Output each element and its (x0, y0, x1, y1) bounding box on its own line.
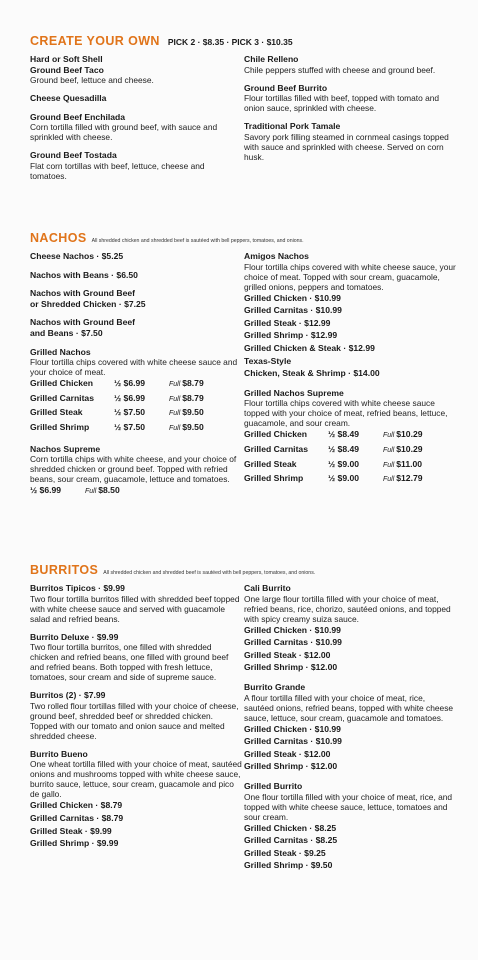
nachos-right-column (244, 251, 456, 507)
price-tier-row (30, 421, 242, 436)
nachos-left-column (30, 251, 242, 507)
price-line: Grilled Steak · $9.25 (244, 847, 326, 858)
price-tier-row (30, 392, 242, 407)
burritos-header (30, 563, 456, 577)
item-description: One wheat tortilla filled with your choice of meat, sautéed onions and mushrooms topped with white cheese sauce, burrito sauce, lettuce, sour cream, guacamole and pico de gallo. (30, 759, 242, 800)
full-price-value: $8.79 (182, 378, 204, 389)
pricing-note: PICK 2 · $8.35 · PICK 3 · $10.35 (167, 37, 293, 47)
menu-item (30, 93, 242, 104)
price-line: Chicken, Steak & Shrimp · $14.00 (244, 368, 380, 379)
item-name: Hard or Soft Shell Ground Beef Taco (30, 54, 104, 75)
price-line: Texas-Style (244, 355, 292, 366)
full-price (169, 377, 204, 392)
item-name: Ground Beef Enchilada (30, 111, 126, 122)
price-line: Grilled Shrimp · $12.00 (244, 662, 338, 673)
full-price (383, 428, 423, 443)
half-price: ½ $9.00 (328, 473, 360, 484)
create-your-own-header (30, 34, 456, 48)
tier-name: Grilled Carnitas (244, 443, 308, 454)
tier-name: Grilled Steak (30, 407, 83, 418)
price-line: Grilled Shrimp · $9.99 (30, 838, 119, 849)
item-name: Burritos Tipicos · $9.99 (30, 583, 125, 593)
item-name: Burritos (2) · $7.99 (30, 690, 106, 701)
tier-name: Grilled Chicken (244, 429, 308, 440)
price-tier-row (30, 406, 242, 421)
price-line: Grilled Chicken · $8.79 (30, 800, 123, 811)
menu-item (244, 54, 456, 75)
menu-item (244, 251, 456, 380)
price-line: Grilled Steak · $12.00 (244, 649, 331, 660)
full-label: Full (169, 424, 183, 432)
full-price (85, 484, 120, 499)
price-line: Grilled Shrimp · $12.99 (244, 330, 338, 341)
price-line: Grilled Carnitas · $8.25 (244, 835, 338, 846)
menu-item (30, 317, 242, 338)
tier-name: Grilled Carnitas (30, 392, 94, 403)
item-description: One flour tortilla filled with your choice of meat, rice, and topped with white cheese sauce, lettuce, tomatoes and sour cream. (244, 791, 453, 822)
menu-item (30, 583, 242, 624)
price-line: Grilled Shrimp · $9.50 (244, 860, 333, 871)
full-label: Full (85, 488, 99, 496)
nachos-section (30, 231, 456, 507)
item-name: Grilled Nachos (30, 346, 91, 357)
price-line: Grilled Steak · $12.99 (244, 317, 331, 328)
section-note: All shredded chicken and shredded beef is sautéed with bell peppers, tomatoes, and onions. (103, 570, 316, 576)
item-name: Nachos with Ground Beef or Shredded Chicken · $7.25 (30, 288, 146, 309)
item-description: Flour tortilla chips covered with white cheese sauce topped with your choice of meat, refried beans, lettuce, guacamole, and sour cream. (244, 398, 448, 429)
item-description: Ground beef, lettuce and cheese. (30, 75, 154, 86)
price-line: Grilled Carnitas · $10.99 (244, 305, 342, 316)
item-name: Burrito Deluxe · $9.99 (30, 631, 119, 642)
full-label: Full (383, 461, 397, 469)
full-price-value: $10.29 (396, 429, 423, 440)
menu-item (30, 690, 242, 741)
item-name: Nachos with Ground Beef and Beans · $7.50 (30, 317, 136, 338)
menu-item (244, 388, 456, 487)
price-line: Grilled Steak · $9.99 (30, 825, 112, 836)
item-description: Two rolled flour tortillas filled with your choice of cheese, ground beef, shredded beef or shredded chicken. Topped with our tomato and onion sauce and melted shredded cheese. (30, 700, 239, 741)
item-name: Nachos with Beans · $6.50 (30, 269, 138, 280)
item-description: Flat corn tortillas with beef, lettuce, cheese and tomatoes. (30, 160, 205, 181)
half-price: ½ $7.50 (114, 421, 146, 432)
half-price: ½ $9.00 (328, 458, 360, 469)
menu-item (30, 150, 242, 181)
menu-item (30, 270, 242, 281)
price-line: Grilled Carnitas · $8.79 (30, 812, 124, 823)
menu-item (30, 347, 242, 436)
price-tier-row (244, 443, 456, 458)
price-tier-row (244, 458, 456, 473)
full-price-value: $9.50 (182, 421, 204, 432)
section-title: CREATE YOUR OWN (30, 34, 160, 48)
half-price: ½ $7.50 (114, 407, 146, 418)
price-tier-row (244, 472, 456, 487)
full-price-value: $10.29 (396, 443, 423, 454)
menu-item (244, 781, 456, 872)
item-name: Cali Burrito (244, 583, 291, 593)
item-name: Amigos Nachos (244, 251, 309, 261)
menu-item (244, 121, 456, 162)
section-title: NACHOS (30, 231, 87, 245)
item-name: Cheese Nachos · $5.25 (30, 251, 124, 261)
item-name: Burrito Grande (244, 681, 306, 692)
menu-item (30, 251, 242, 262)
full-price (383, 458, 422, 473)
half-price: ½ $6.99 (114, 378, 146, 389)
full-label: Full (383, 446, 397, 454)
item-description: Savory pork filling steamed in cornmeal casings topped with sauce and sprinkled with cheese. Served on corn husk. (244, 131, 449, 162)
item-description: One large flour tortilla filled with your choice of meat, refried beans, rice, chorizo, sautéed onions, and topped with spicy creamy suiza sauce. (244, 593, 451, 624)
price-line: Grilled Chicken · $10.99 (244, 624, 341, 635)
item-description: A flour tortilla filled with your choice of meat, rice, sautéed onions, refried beans, topped with white cheese sauce, lettuce, sour cream, guacamole and tomatoes. (244, 692, 454, 723)
menu-item (30, 444, 242, 499)
tier-name: Grilled Shrimp (244, 473, 304, 484)
menu-item (30, 54, 242, 85)
full-label: Full (169, 395, 183, 403)
create-your-own-section (30, 34, 456, 189)
create-right-column (244, 54, 456, 189)
full-price (383, 472, 423, 487)
full-label: Full (383, 476, 397, 484)
full-price (169, 392, 204, 407)
full-price-value: $11.00 (396, 458, 423, 469)
item-description: Two flour tortilla burritos, one filled with shredded chicken and refried beans, one filled with ground beef and refried beans. Both topped with fresh lettuce, tomatoes, sour cream and side of supreme sauce. (30, 642, 229, 683)
menu-item (30, 632, 242, 683)
create-left-column (30, 54, 242, 189)
half-price: ½ $6.99 (30, 485, 62, 496)
full-price-value: $8.79 (182, 392, 204, 403)
menu-item (244, 83, 456, 114)
nachos-header (30, 231, 456, 245)
burritos-right-column (244, 583, 456, 880)
half-price: ½ $8.49 (328, 429, 360, 440)
item-description: Flour tortillas filled with beef, topped with tomato and onion sauce, sprinkled with cheese. (244, 93, 440, 114)
price-line: Grilled Steak · $12.00 (244, 748, 331, 759)
price-tier-row (30, 484, 242, 499)
full-price-value: $8.50 (98, 485, 120, 496)
price-line: Grilled Shrimp · $12.00 (244, 761, 338, 772)
price-line: Grilled Chicken · $10.99 (244, 292, 341, 303)
tier-name: Grilled Shrimp (30, 421, 90, 432)
item-name: Grilled Nachos Supreme (244, 387, 344, 398)
half-price: ½ $8.49 (328, 443, 360, 454)
menu-item (30, 749, 242, 850)
burritos-left-column (30, 583, 242, 880)
price-line: Grilled Carnitas · $10.99 (244, 637, 342, 648)
full-price-value: $12.79 (396, 473, 423, 484)
item-name: Traditional Pork Tamale (244, 121, 341, 132)
burritos-section (30, 563, 456, 880)
section-note: All shredded chicken and shredded beef is sautéed with bell peppers, tomatoes, and onions. (91, 238, 304, 244)
item-description: Two flour tortilla burritos filled with shredded beef topped with white cheese sauce and served with guacamole salad and refried beans. (30, 593, 240, 624)
item-name: Nachos Supreme (30, 443, 101, 454)
full-price (169, 406, 204, 421)
item-name: Ground Beef Tostada (30, 150, 117, 161)
full-label: Full (169, 410, 183, 418)
item-description: Flour tortilla chips covered with white cheese sauce and your choice of meat. (30, 357, 238, 378)
menu-item (244, 682, 456, 773)
tier-name: Grilled Chicken (30, 378, 94, 389)
item-description: Chile peppers stuffed with cheese and ground beef. (244, 64, 436, 75)
price-tier-row (244, 428, 456, 443)
item-name: Cheese Quesadilla (30, 93, 107, 104)
item-name: Ground Beef Burrito (244, 82, 328, 93)
full-price-value: $9.50 (182, 407, 204, 418)
full-label: Full (169, 381, 183, 389)
item-description: Corn tortilla filled with ground beef, with sauce and sprinkled with cheese. (30, 122, 218, 143)
price-tier-row (30, 377, 242, 392)
item-name: Grilled Burrito (244, 780, 303, 791)
full-price (169, 421, 204, 436)
item-name: Chile Relleno (244, 54, 299, 64)
half-price: ½ $6.99 (114, 392, 146, 403)
section-title: BURRITOS (30, 563, 99, 577)
price-line: Grilled Chicken & Steak · $12.99 (244, 342, 375, 353)
price-line: Grilled Chicken · $8.25 (244, 822, 337, 833)
menu-item (244, 583, 456, 674)
menu-item (30, 112, 242, 143)
menu-item (30, 288, 242, 309)
full-label: Full (383, 432, 397, 440)
item-description: Flour tortilla chips covered with white cheese sauce, your choice of meat. Topped with sour cream, guacamole, grilled onions, peppers and tomatoes. (244, 261, 456, 292)
full-price (383, 443, 423, 458)
price-line: Grilled Carnitas · $10.99 (244, 736, 342, 747)
item-name: Burrito Bueno (30, 748, 88, 759)
item-description: Corn tortilla chips with white cheese, and your choice of shredded chicken or ground beef. Topped with refried beans, sour cream, guacamole, lettuce and tomatoes. (30, 454, 237, 485)
tier-name: Grilled Steak (244, 458, 297, 469)
price-line: Grilled Chicken · $10.99 (244, 723, 341, 734)
